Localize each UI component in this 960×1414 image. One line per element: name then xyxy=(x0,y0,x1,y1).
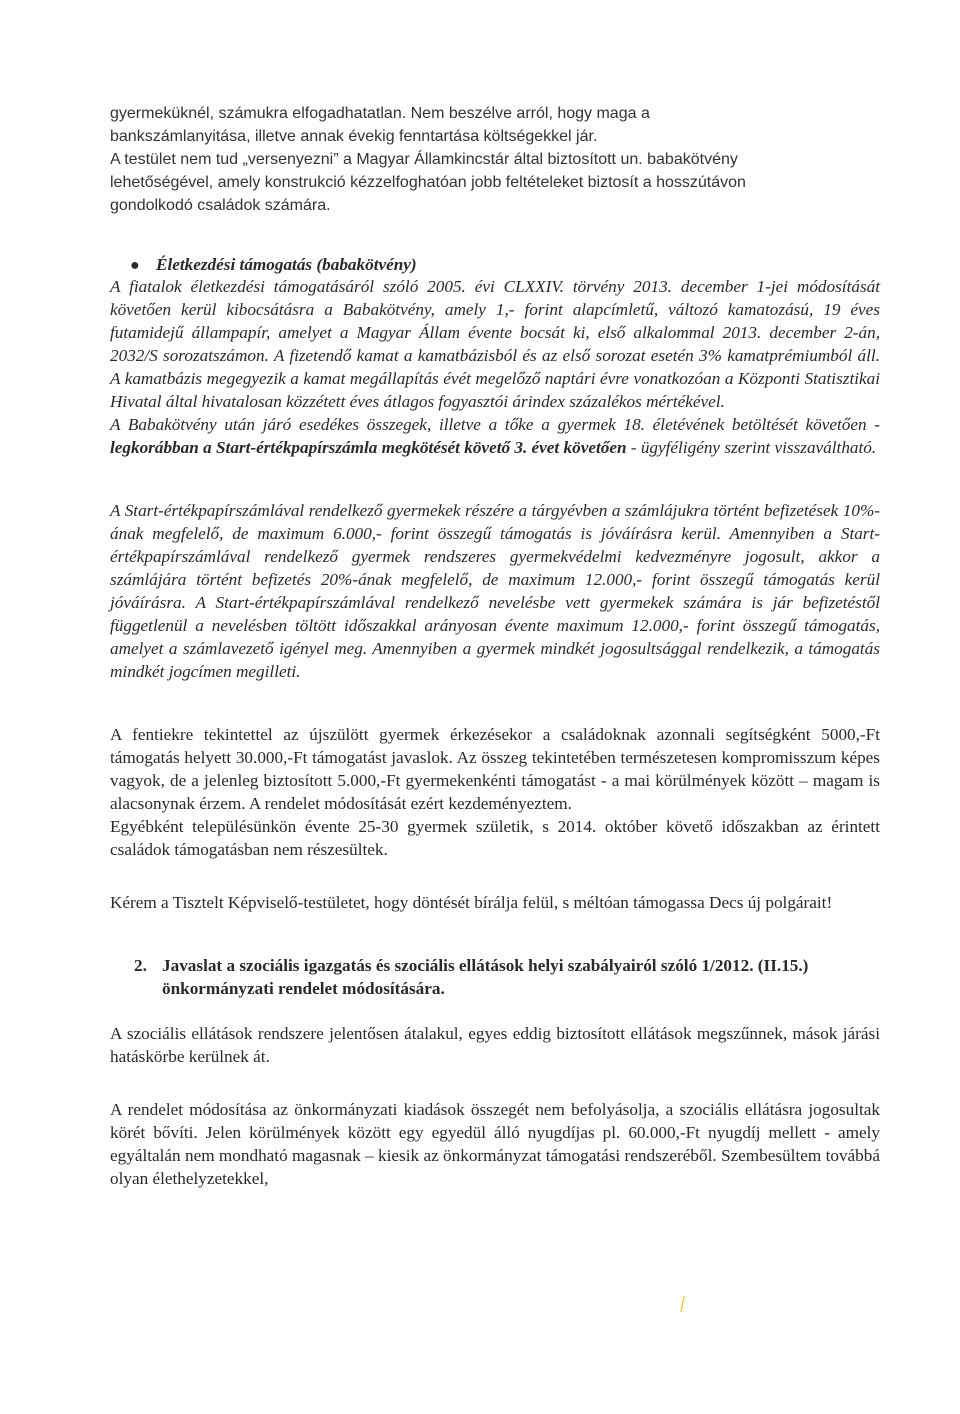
redemption-text-a: A Babakötvény után járó esedékes összegek, illetve a tőke a gyermek 18. életévének betöltését követően - xyxy=(110,415,880,434)
intro-line-2: bankszámlanyitása, illetve annak évekig fenntartása költségekkel jár. xyxy=(110,128,598,145)
births-paragraph: Egyébként településünkön évente 25-30 gyermek születik, s 2014. október követő időszakban az érintett családok támogatásban nem részesültek. xyxy=(110,817,880,859)
section-title: Javaslat a szociális igazgatás és szociális ellátások helyi szabályairól szóló 1/2012. (II.15.) önkormányzati rendelet módosítására. xyxy=(162,956,809,998)
babakotveny-redemption xyxy=(110,413,880,459)
pen-mark xyxy=(680,1296,684,1312)
bullet-icon: ● xyxy=(130,257,140,274)
social-paragraph-2: A rendelet módosítása az önkormányzati kiadások összegét nem befolyásolja, a szociális ellátásra jogosultak körét bővíti. Jelen körülmények között egy egyedül álló nyugdíjas pl. 60.000,-Ft nyugdíj mellett - amely egyáltalán nem mondható magasnak – kiesik az önkormányzat támogatási rendszeréből. Szembesültem továbbá olyan élethelyzetekkel, xyxy=(110,1100,880,1188)
intro-line-3: A testület nem tud „versenyezni” a Magyar Államkincstár által biztosított un. babakötvény xyxy=(110,151,738,168)
bullet-heading: Életkezdési támogatás (babakötvény) xyxy=(156,255,417,274)
social-paragraph-1: A szociális ellátások rendszere jelentősen átalakul, egyes eddig biztosított ellátások megszűnnek, mások járási hatáskörbe kerülnek át. xyxy=(110,1024,880,1066)
bullet-item xyxy=(130,255,880,275)
section-heading xyxy=(110,954,880,1000)
section-number: 2. xyxy=(134,956,147,975)
intro-line-5: gondolkodó családok számára. xyxy=(110,197,331,214)
start-account-paragraph: A Start-értékpapírszámlával rendelkező gyermekek részére a tárgyévben a számlájukra történt befizetések 10%-ának megfelelő, de maximum 6.000,- forint összegű támogatás is jóváírásra kerül. Amennyiben a Start-értékpapírszámlával rendelkező gyermek rendszeres gyermekvédelmi kedvezményre jogosult, akkor a számlájára történt befizetés 20%-ának megfelelő, de maximum 12.000,- forint összegű támogatás kerül jóváírásra. A Start-értékpapírszámlával rendelkező nevelésbe vett gyermekek számára is jár befizetéstől függetlenül a nevelésben töltött időszakkal arányosan évente maximum 12.000,- forint összegű támogatás, amelyet a számlavezető igényel meg. Amennyiben a gyermek mindkét jogosultsággal rendelkezik, a támogatás mindkét jogcímen megilleti. xyxy=(110,501,880,681)
intro-line-1: gyermeküknél, számukra elfogadhatatlan. Nem beszélve arról, hogy maga a xyxy=(110,105,650,122)
babakotveny-text-1: A fiatalok életkezdési támogatásáról szóló 2005. évi CLXXIV. törvény 2013. december 1-jei módosítását követően kerül kibocsátásra a Babakötvény, amely 1,- forint alapcímletű, változó kamatozású, 19 éves futamidejű állampapír, amelyet a Magyar Állam évente bocsát ki, első alkalommal 2013. december 2-án, 2032/S sorozatszámon. A fizetendő kamat a kamatbázisból és az első sorozat esetén 3% kamatprémiumból áll. A kamatbázis megegyezik a kamat megállapítás évét megelőző naptári évre vonatkozóan a Központi Statisztikai Hivatal által hivatalosan közzétett éves átlagos fogyasztói árindex százalékos mértékével. xyxy=(110,277,880,411)
redemption-text-bold: legkorábban a Start-értékpapírszámla megkötését követő 3. évet követően xyxy=(110,438,627,457)
document-body xyxy=(110,102,880,1190)
redemption-text-c: - ügyféligény szerint visszaváltható. xyxy=(626,438,877,457)
request-paragraph: Kérem a Tisztelt Képviselő-testületet, hogy döntését bírálja felül, s méltóan támogassa Decs új polgárait! xyxy=(110,893,833,912)
babakotveny-paragraph xyxy=(110,275,880,413)
intro-line-4: lehetőségével, amely konstrukció kézzelfoghatóan jobb feltételeket biztosít a hosszútávon xyxy=(110,174,746,191)
proposal-paragraph: A fentiekre tekintettel az újszülött gyermek érkezésekor a családoknak azonnali segítségként 5000,-Ft támogatás helyett 30.000,-Ft támogatást javaslok. Az összeg tekintetében természetesen kompromisszum képes vagyok, de a jelenleg biztosított 5.000,-Ft gyermekenkénti támogatást - a mai körülmények között – magam is alacsonynak érzem. A rendelet módosítását ezért kezdeményeztem. xyxy=(110,725,880,813)
